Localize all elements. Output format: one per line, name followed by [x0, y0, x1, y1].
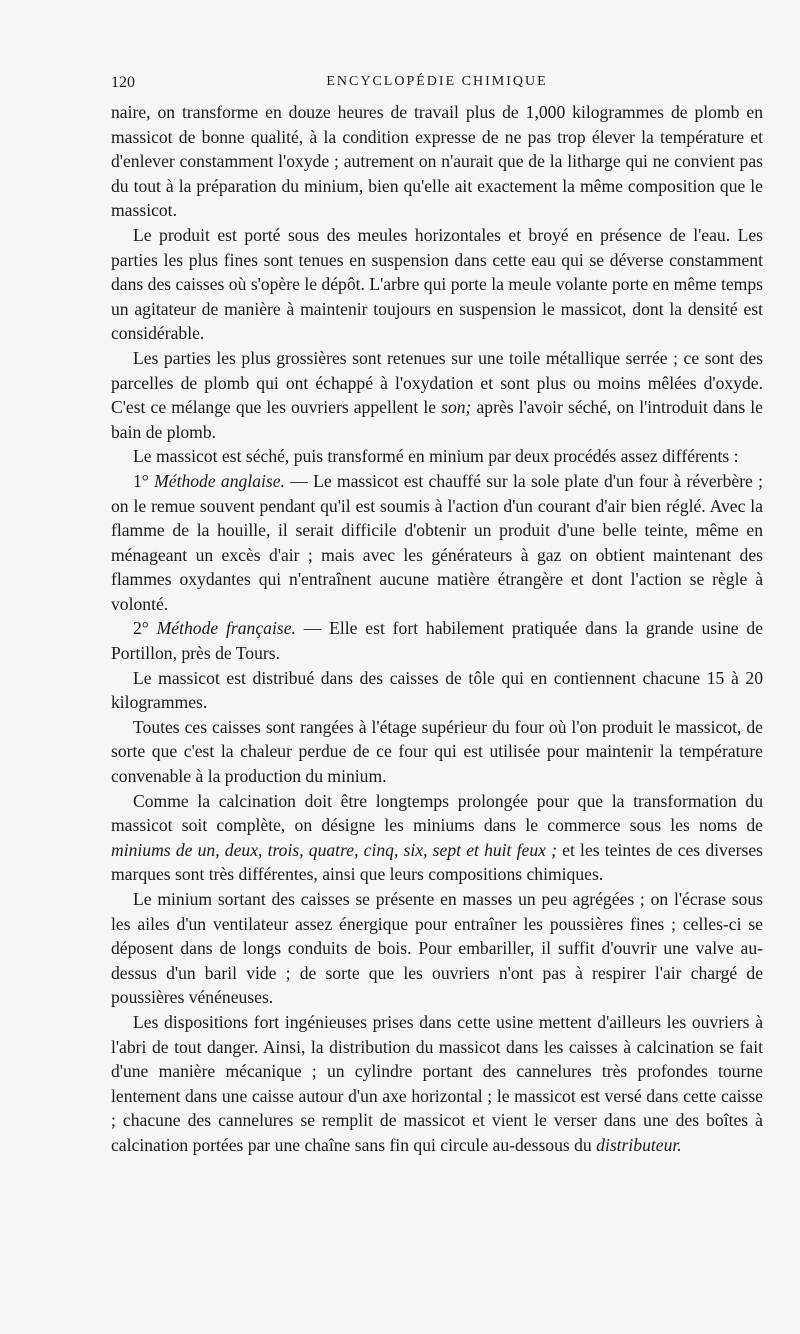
page-header	[111, 74, 763, 96]
paragraph: Le massicot est distribué dans des caisses de tôle qui en contiennent chacune 15 à 20 kilogrammes.	[111, 667, 763, 713]
paragraph: 2° Méthode française. — Elle est fort habilement pratiquée dans la grande usine de Portillon, près de Tours.	[111, 618, 764, 664]
paragraph: Comme la calcination doit être longtemps prolongée pour que la transformation du massicot soit complète, on désigne les miniums dans le commerce sous les noms de miniums de un, deux, trois, quatre, cinq, six, sept et huit feux ; et les teintes de ces diverses marques sont très différentes, ainsi que leurs compositions chimiques.	[111, 790, 763, 885]
emphasis: son;	[441, 397, 472, 418]
emphasis: distributeur.	[596, 1134, 682, 1155]
paragraph: naire, on transforme en douze heures de travail plus de 1,000 kilogrammes de plomb en massicot de bonne qualité, à la condition expresse de ne pas trop élever la température et d'enlever constamment l'oxyde ; autrement on n'aurait que de la litharge qui ne convient pas du tout à la préparation du minium, bien qu'elle ait exactement la même composition que le massicot.	[111, 102, 763, 221]
paragraph: Le massicot est séché, puis transformé en minium par deux procédés assez différents :	[133, 446, 739, 467]
paragraph: Le produit est porté sous des meules horizontales et broyé en présence de l'eau. Les parties les plus fines sont tenues en suspension dans cette eau qui se déverse constamment dans des caisses où s'opère le dépôt. L'arbre qui porte la meule volante porte en même temps un agitateur de manière à maintenir toujours en suspension le massicot, dont la densité est considérable.	[111, 224, 763, 344]
page-number: 120	[111, 74, 135, 91]
paragraph: Les parties les plus grossières sont retenues sur une toile métallique serrée ; ce sont des parcelles de plomb qui ont échappé à l'oxydation et sont plus ou moins mêlées d'oxyde. C'est ce mélange que les ouvriers appellent le son; après l'avoir séché, on l'introduit dans le bain de plomb.	[111, 347, 763, 442]
paragraph: 1° Méthode anglaise. — Le massicot est chauffé sur la sole plate d'un four à réverbère ; on le remue souvent pendant qu'il est soumis à l'action d'un courant d'air bien réglé. Avec la flamme de la houille, il serait difficile d'obtenir un produit d'une belle teinte, même en ménageant un excès d'air ; mais avec les générateurs à gaz on obtient maintenant des flammes oxydantes qui n'entraînent aucune matière étrangère et dont l'action se règle à volonté.	[111, 470, 764, 614]
emphasis: Méthode française.	[156, 618, 296, 639]
emphasis: Méthode anglaise.	[154, 470, 285, 491]
running-title: ENCYCLOPÉDIE CHIMIQUE	[326, 74, 548, 89]
paragraph: Le minium sortant des caisses se présente en masses un peu agrégées ; on l'écrase sous les ailes d'un ventilateur assez énergique pour entraîner les poussières fines ; celles-ci se déposent dans de longs conduits de bois. Pour embariller, il suffit d'ouvrir une valve au-dessus d'un baril vide ; de sorte que les ouvriers n'ont pas à respirer l'air chargé de poussières vénéneuses.	[111, 889, 763, 1008]
emphasis: miniums de un, deux, trois, quatre, cinq, six, sept et huit feux ;	[111, 839, 557, 860]
paragraph: Toutes ces caisses sont rangées à l'étage supérieur du four où l'on produit le massicot, de sorte que c'est la chaleur perdue de ce four qui est utilisée pour maintenir la température convenable à la production du minium.	[111, 716, 763, 787]
paragraph: Les dispositions fort ingénieuses prises dans cette usine mettent d'ailleurs les ouvriers à l'abri de tout danger. Ainsi, la distribution du massicot dans les caisses à calcination se fait d'une manière mécanique ; un cylindre portant des cannelures très profondes tourne lentement dans une caisse autour d'un axe horizontal ; le massicot est versé dans cette caisse ; chacune des cannelures se remplit de massicot et vient le verser dans une des boîtes à calcination portées par une chaîne sans fin qui circule au-dessous du distributeur.	[111, 1011, 763, 1155]
body-text	[111, 100, 763, 1158]
